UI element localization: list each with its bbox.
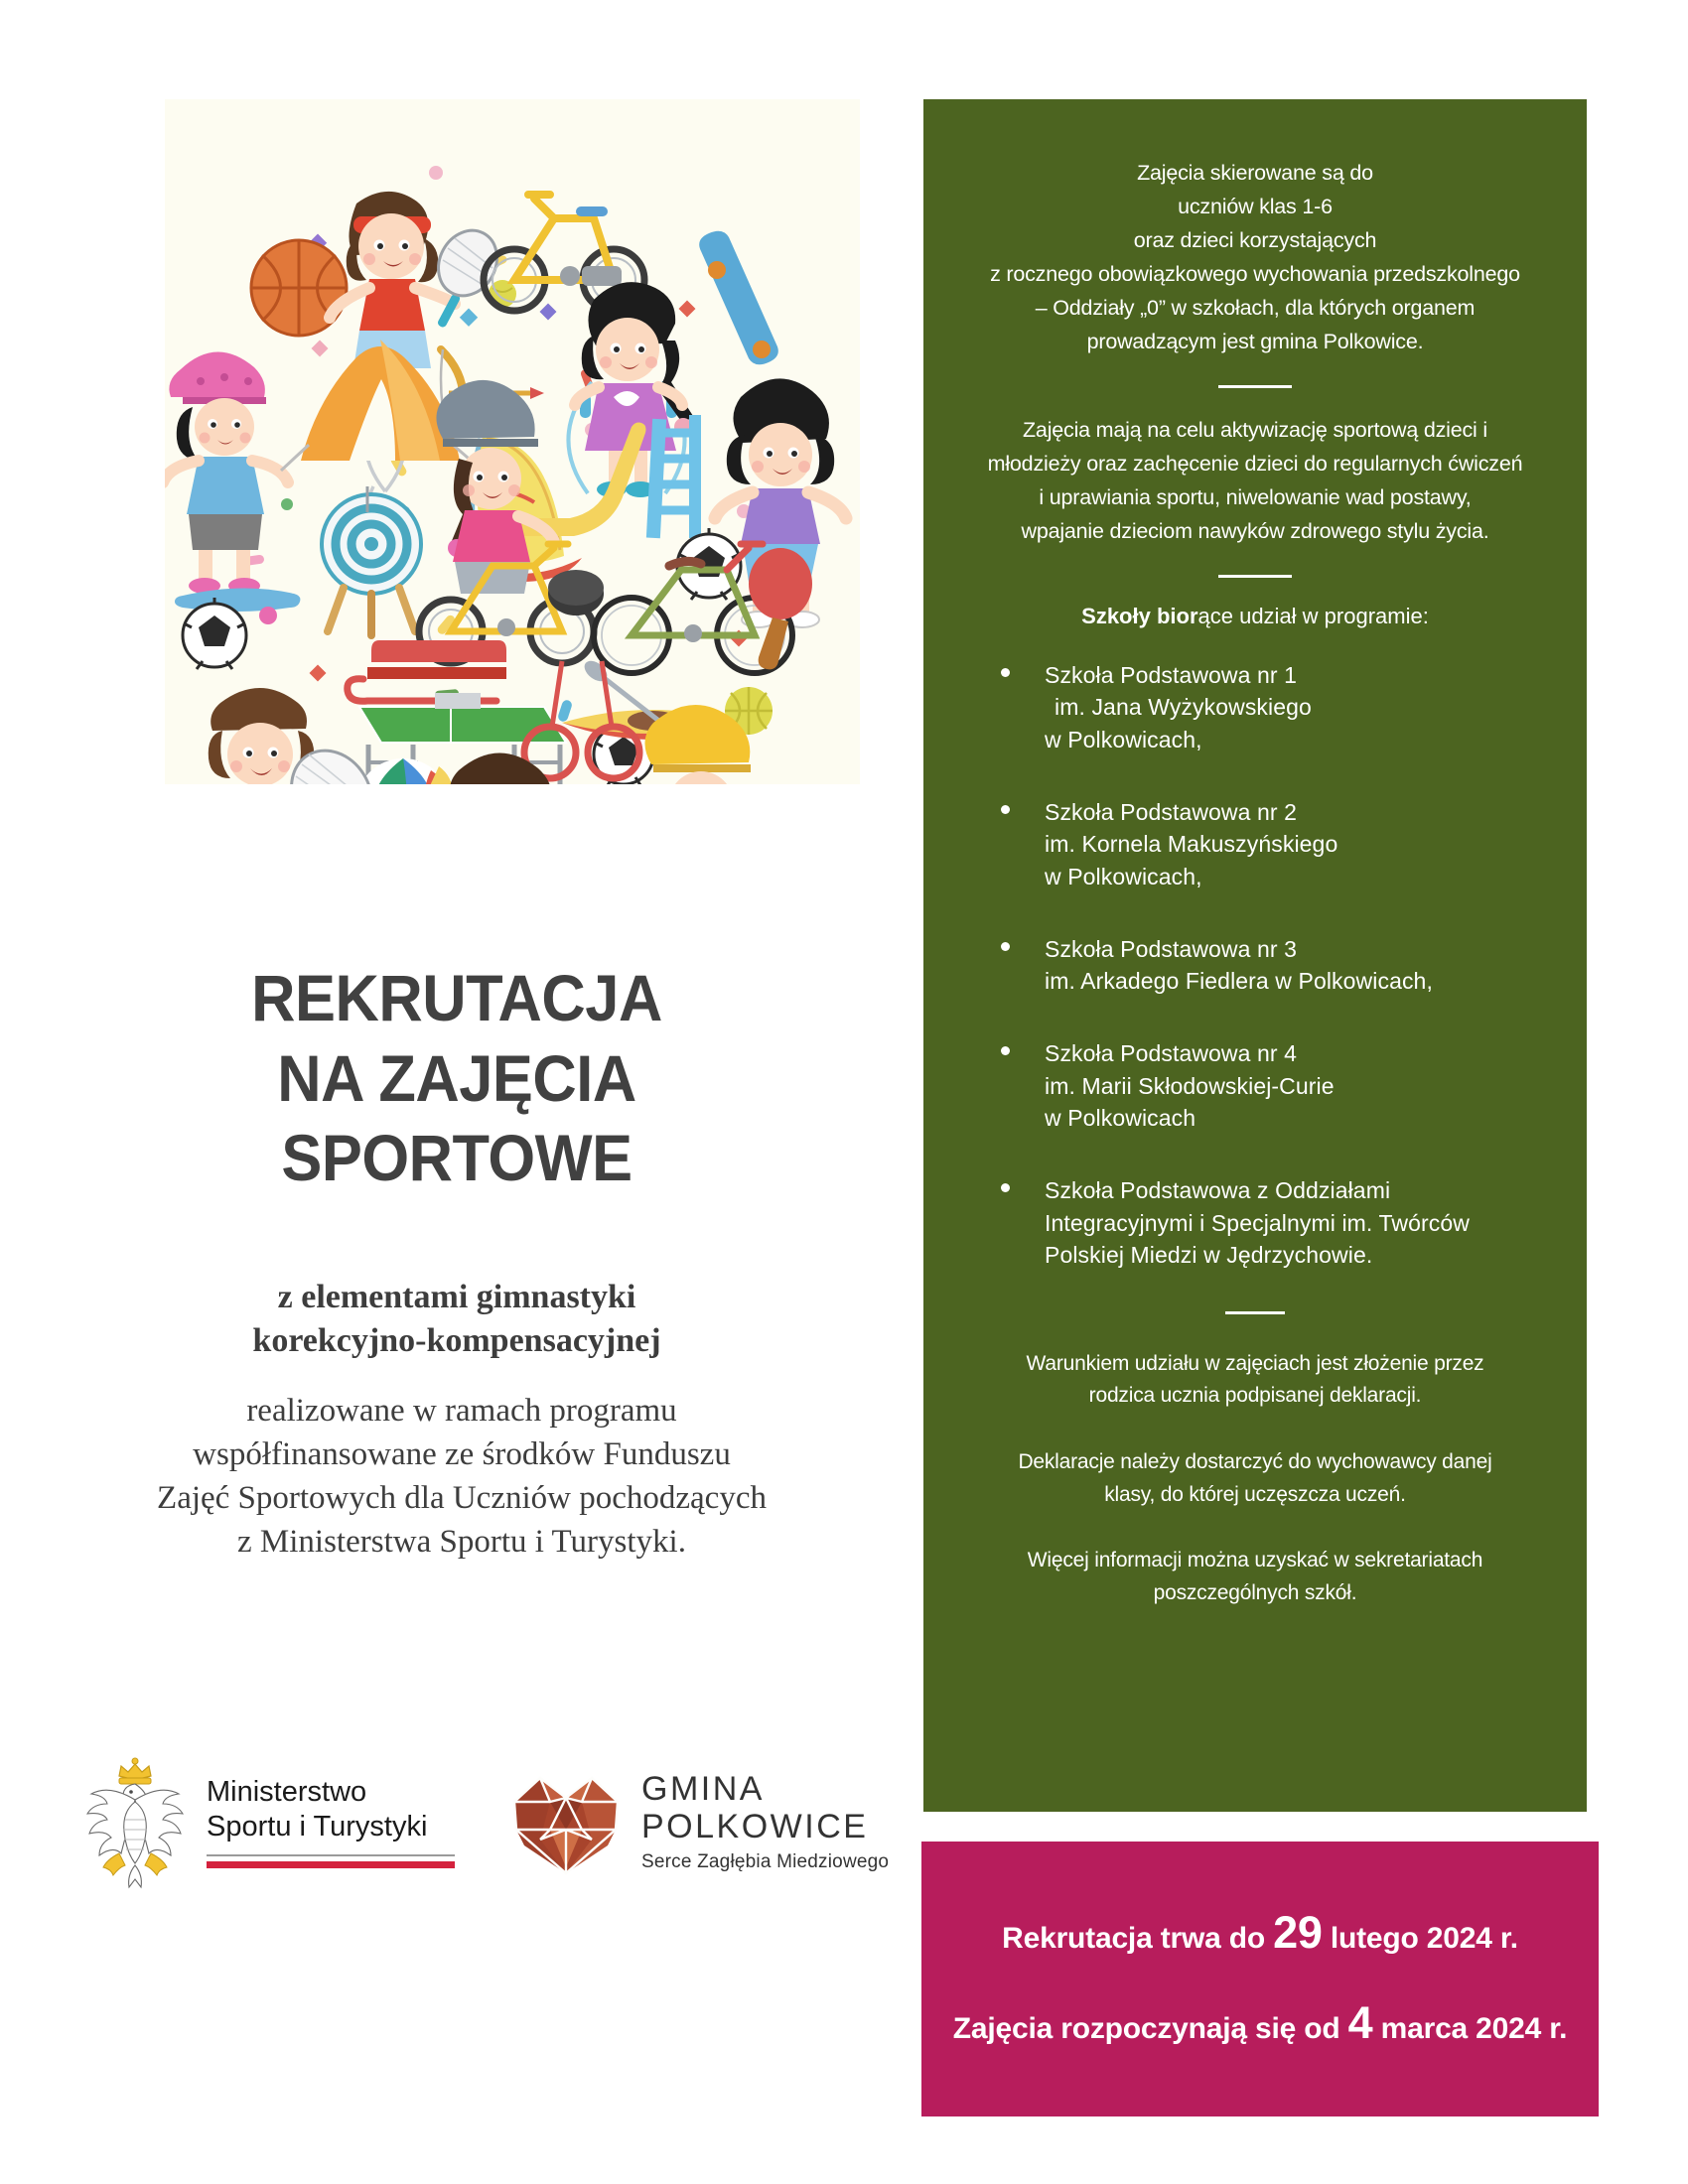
p1-line-3: oraz dzieci korzystających [1133, 227, 1377, 252]
list-item [955, 796, 1555, 893]
ministry-line-2: Sportu i Turystyki [207, 1811, 428, 1843]
body-line-2: współfinansowane ze środków Funduszu [193, 1435, 731, 1472]
schools-heading [955, 604, 1555, 629]
ministry-logo [79, 1754, 455, 1889]
logo-strip [79, 1742, 890, 1901]
p1-line-2: uczniów klas 1-6 [1178, 194, 1333, 218]
deadline-suffix: lutego 2024 r. [1322, 1921, 1518, 1955]
polish-eagle-emblem-icon [79, 1754, 191, 1889]
school-line: Szkoła Podstawowa nr 4 [1045, 1039, 1298, 1066]
dates-banner [921, 1842, 1599, 2116]
page-title [87, 958, 826, 1198]
page-subtitle [60, 1276, 854, 1362]
condition-note [955, 1348, 1555, 1413]
list-item [955, 659, 1555, 756]
hockey-puck-icon [548, 570, 604, 615]
info-panel [923, 99, 1587, 1812]
note3-line-1: Więcej informacji można uzyskać w sekretariatach [1027, 1549, 1483, 1572]
archery-target-icon [322, 486, 421, 635]
p2-line-4: wpajanie dzieciom nawyków zdrowego stylu życia. [1021, 518, 1489, 543]
note1-line-2: rodzica ucznia podpisanej deklaracji. [1088, 1384, 1422, 1408]
school-line: Polskiej Miedzi w Jędrzychowie. [1045, 1242, 1373, 1269]
school-line: im. Marii Skłodowskiej-Curie [1045, 1072, 1335, 1099]
school-line: w Polkowicach, [1045, 727, 1202, 752]
goals-paragraph [955, 414, 1555, 549]
body-line-4: z Ministerstwa Sportu i Turystyki. [237, 1523, 686, 1560]
school-line: Szkoła Podstawowa z Oddziałami [1045, 1176, 1391, 1203]
classes-start-date [921, 1996, 1599, 2048]
gmina-line-2: POLKOWICE [641, 1808, 869, 1845]
body-line-1: realizowane w ramach programu [246, 1393, 677, 1429]
body-line-3: Zajęć Sportowych dla Uczniów pochodzących [157, 1479, 767, 1516]
school-line: im. Jana Wyżykowskiego [1055, 694, 1312, 721]
p2-line-3: i uprawiania sportu, niwelowanie wad postawy, [1039, 484, 1472, 509]
schools-heading-bold: Szkoły bior [1081, 603, 1198, 628]
divider [1218, 575, 1292, 578]
bullet-icon [1001, 805, 1010, 814]
list-item [955, 1174, 1555, 1272]
p1-line-4: z rocznego obowiązkowego wychowania przedszkolnego [990, 261, 1520, 286]
school-line: im. Kornela Makuszyńskiego [1045, 831, 1338, 858]
ministry-rules [207, 1854, 455, 1868]
bullet-icon [1001, 942, 1010, 951]
p2-line-2: młodzieży oraz zachęcenie dzieci do regularnych ćwiczeń [987, 451, 1523, 476]
deadline-prefix: Rekrutacja trwa do [1002, 1921, 1274, 1955]
note3-line-2: poszczególnych szkół. [1153, 1580, 1357, 1604]
note2-line-1: Deklaracje należy dostarczyć do wychowawcy danej [1018, 1449, 1492, 1473]
faceted-heart-logo-icon [506, 1764, 626, 1879]
school-line: Szkoła Podstawowa nr 2 [1045, 798, 1298, 825]
divider [1225, 1311, 1285, 1314]
divider [1218, 385, 1292, 388]
ministry-line-1: Ministerstwo [207, 1775, 367, 1808]
schools-heading-rest: ące udział w programie: [1197, 603, 1429, 628]
target-audience-paragraph [955, 157, 1555, 359]
deadline-day: 29 [1273, 1906, 1323, 1958]
bullet-icon [1001, 1046, 1010, 1055]
school-line: w Polkowicach, [1045, 863, 1202, 889]
p1-line-6: prowadzącym jest gmina Polkowice. [1086, 329, 1424, 353]
p1-line-1: Zajęcia skierowane są do [1137, 161, 1373, 185]
school-line: Szkoła Podstawowa nr 3 [1045, 935, 1298, 962]
start-suffix: marca 2024 r. [1372, 2011, 1568, 2045]
grey-rule [207, 1854, 455, 1856]
more-info-note [955, 1545, 1555, 1609]
sports-illustration [165, 99, 860, 784]
delivery-note [955, 1446, 1555, 1511]
gmina-line-1: GMINA [641, 1769, 765, 1808]
bullet-icon [1001, 668, 1010, 677]
bullet-icon [1001, 1183, 1010, 1192]
school-line: im. Arkadego Fiedlera w Polkowicach, [1045, 968, 1433, 995]
title-line-2: NA ZAJĘCIA [277, 1040, 636, 1115]
subtitle-line-1: z elementami gimnastyki [277, 1279, 636, 1315]
school-line: Integracyjnymi i Specjalnymi im. Twórców [1045, 1209, 1470, 1236]
gmina-tagline: Serce Zagłębia Miedziowego [641, 1851, 890, 1873]
schools-list [955, 659, 1555, 1272]
school-line: w Polkowicach [1045, 1105, 1196, 1132]
list-item [955, 933, 1555, 998]
school-line: Szkoła Podstawowa nr 1 [1045, 661, 1298, 688]
gmina-logo [506, 1764, 889, 1879]
kids-sports-collage-icon [165, 99, 860, 784]
funding-description [50, 1390, 874, 1565]
subtitle-line-2: korekcyjno-kompensacyjnej [252, 1321, 661, 1359]
start-day: 4 [1347, 1996, 1373, 2048]
title-line-3: SPORTOWE [281, 1121, 633, 1195]
list-item [955, 1037, 1555, 1135]
note1-line-1: Warunkiem udziału w zajęciach jest złożenie przez [1026, 1351, 1484, 1375]
p1-line-5: – Oddziały „0” w szkołach, dla których organem [1035, 295, 1476, 320]
title-line-1: REKRUTACJA [251, 961, 662, 1034]
start-prefix: Zajęcia rozpoczynają się od [952, 2011, 1348, 2045]
note2-line-2: klasy, do której uczęszcza uczeń. [1104, 1482, 1406, 1506]
recruitment-deadline [921, 1906, 1599, 1958]
red-rule [207, 1861, 455, 1868]
p2-line-1: Zajęcia mają na celu aktywizację sportową dzieci i [1023, 417, 1487, 442]
